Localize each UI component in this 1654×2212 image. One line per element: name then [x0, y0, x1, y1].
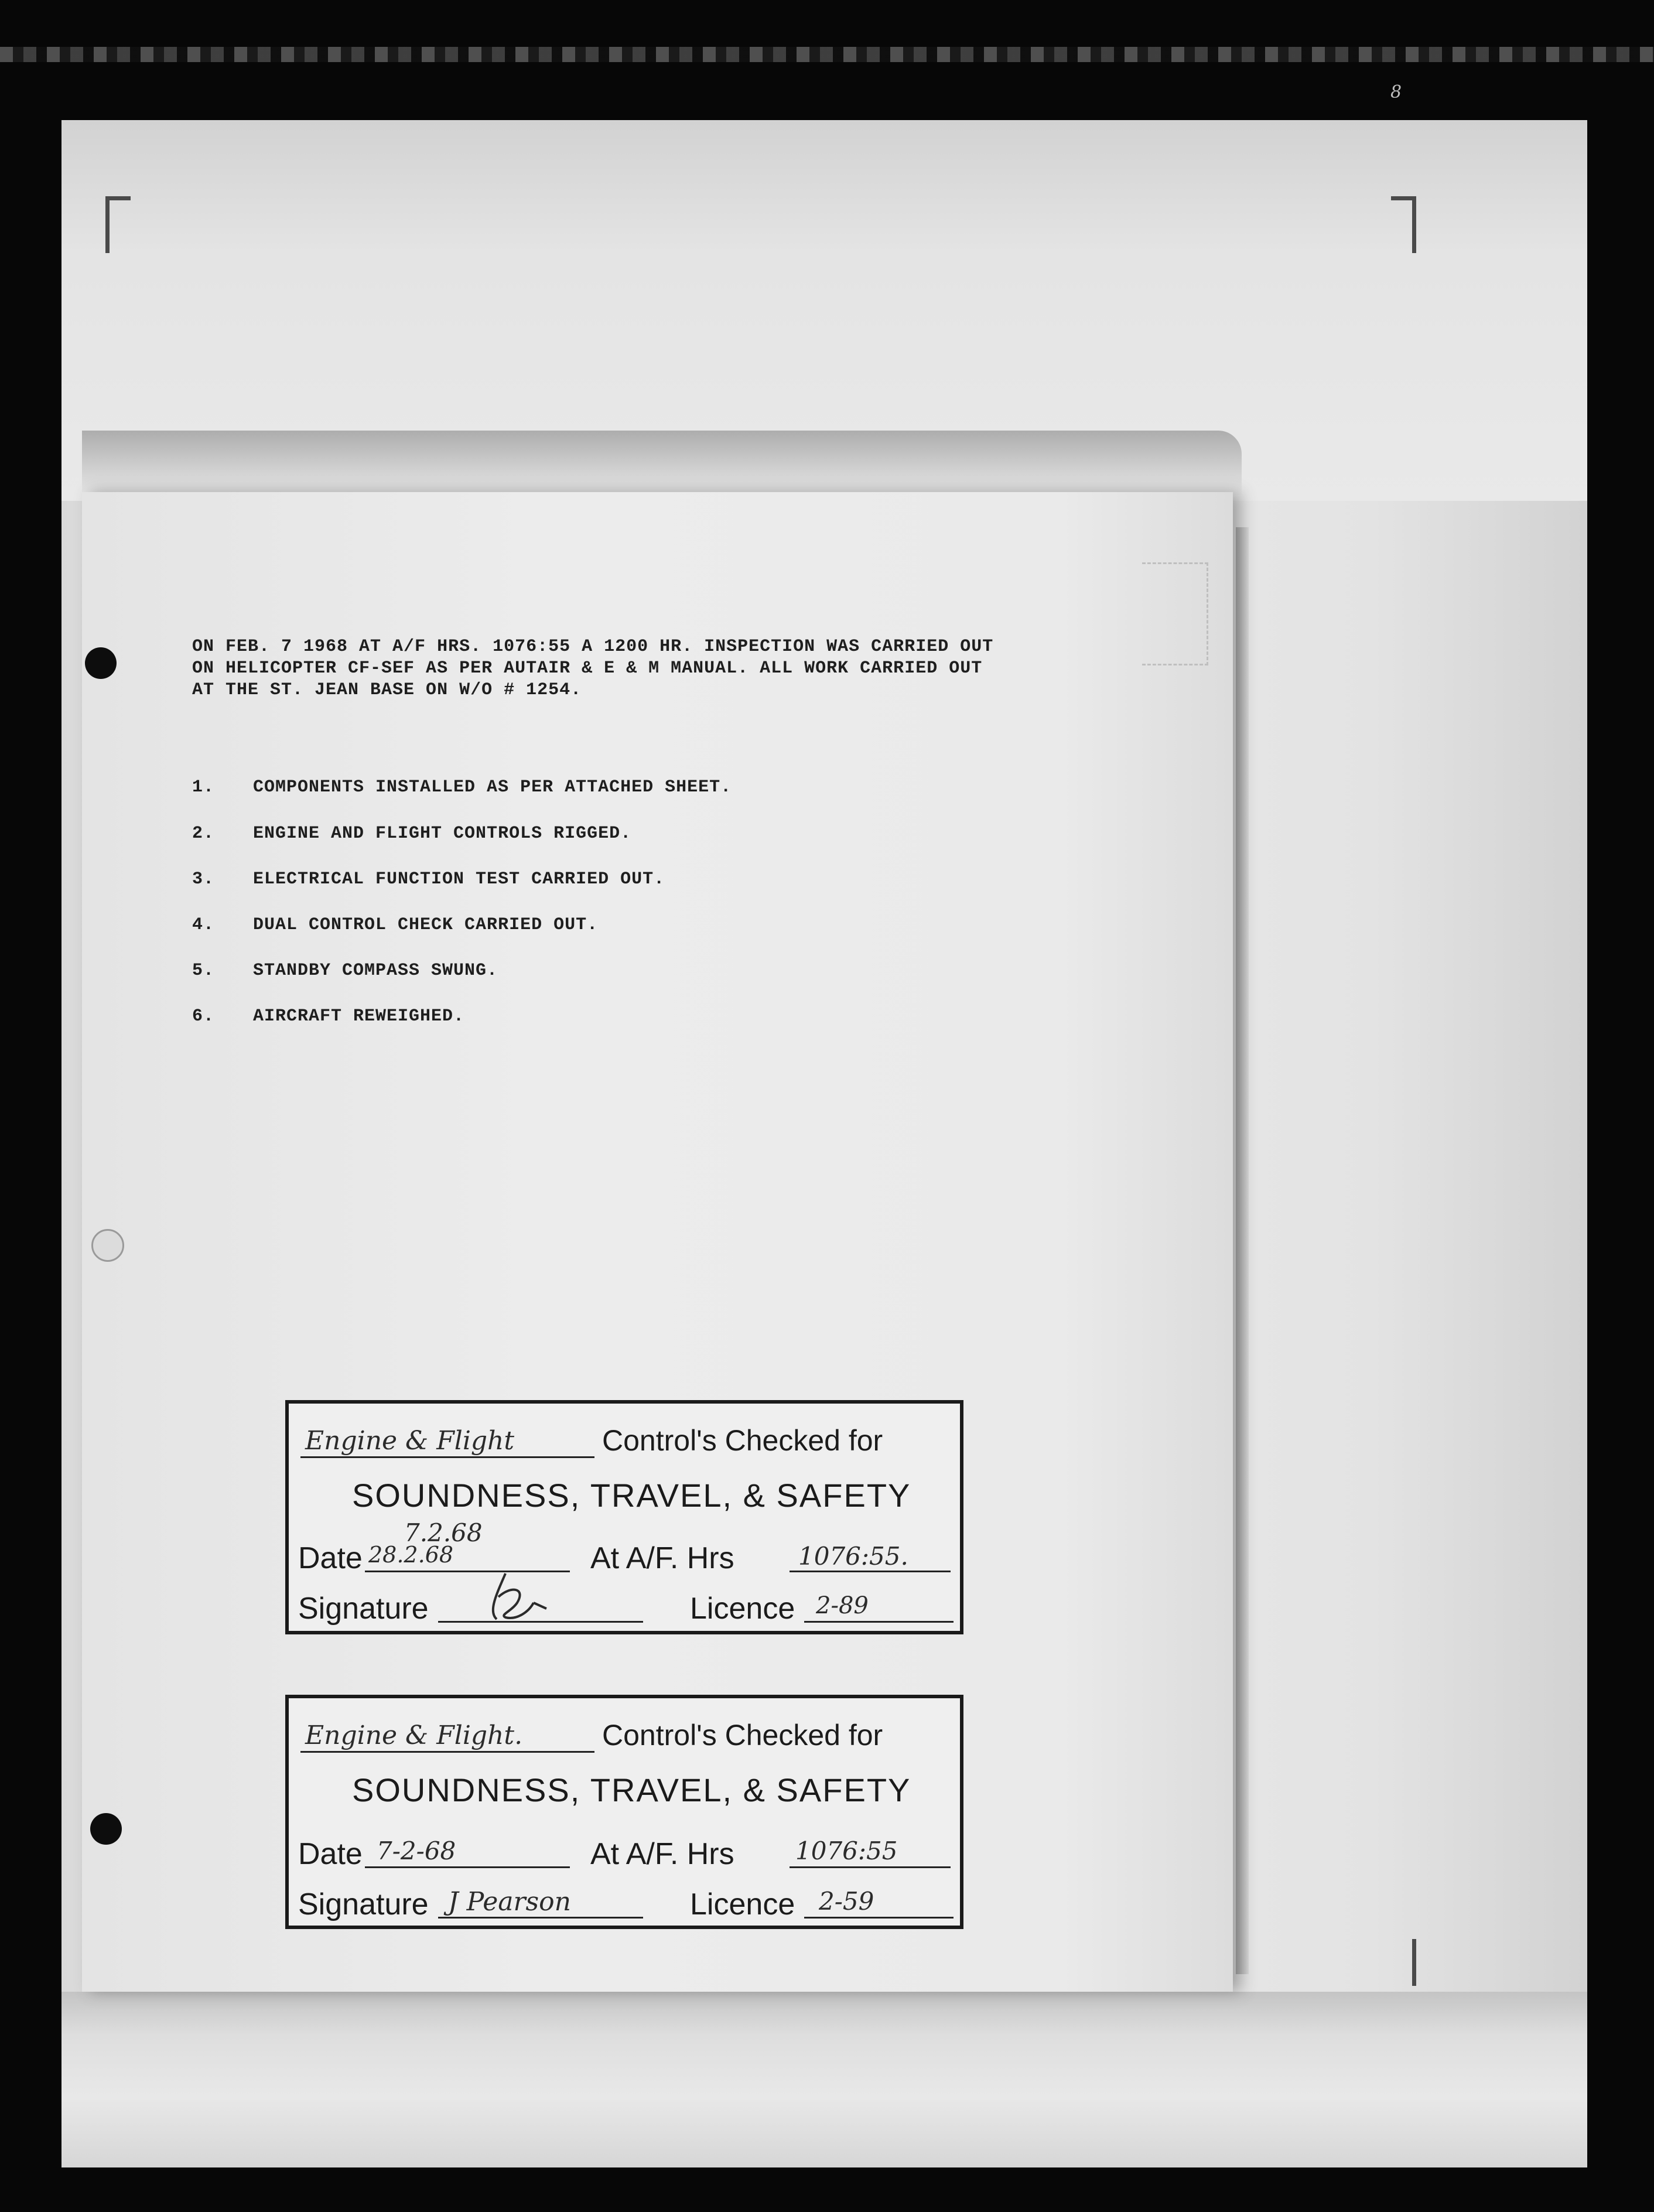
stamp-subheading: SOUNDNESS, TRAVEL, & SAFETY [352, 1477, 911, 1514]
page-edge-shadow [1236, 527, 1249, 1974]
handwritten-subject: Engine & Flight [305, 1426, 515, 1456]
date-value: 7-2-68 [377, 1836, 456, 1865]
licence-value: 2-89 [816, 1592, 869, 1619]
stamp-heading: Control's Checked for [602, 1424, 883, 1457]
punch-hole [85, 647, 117, 679]
hours-line [790, 1866, 951, 1868]
item-number: 3. [192, 869, 215, 889]
corner-mark-bottom-right [1391, 1939, 1416, 1986]
item-text: COMPONENTS INSTALLED AS PER ATTACHED SHEET. [253, 777, 732, 797]
handwritten-subject: Engine & Flight. [305, 1721, 523, 1750]
work-item [192, 915, 598, 935]
subject-line [300, 1456, 594, 1458]
item-number: 2. [192, 824, 215, 844]
controls-check-stamp [285, 1400, 963, 1634]
hours-line [790, 1571, 951, 1572]
licence-value: 2-59 [819, 1887, 874, 1916]
work-item [192, 777, 732, 797]
work-item [192, 869, 665, 889]
page-fold-shadow [82, 431, 1242, 495]
inspection-intro [192, 636, 993, 701]
date-label: Date [298, 1541, 363, 1575]
signature-label: Signature [298, 1592, 429, 1626]
subject-line [300, 1751, 594, 1753]
hours-value: 1076:55. [798, 1542, 908, 1571]
punch-hole [91, 1229, 124, 1262]
date-correction: 7.2.68 [404, 1518, 483, 1547]
stamp-heading: Control's Checked for [602, 1719, 883, 1752]
signature-label: Signature [298, 1887, 429, 1921]
intro-line: ON FEB. 7 1968 AT A/F HRS. 1076:55 A 1200 HR. INSPECTION WAS CARRIED OUT [192, 637, 994, 657]
frame-number: 8 [1390, 82, 1402, 103]
controls-check-stamp [285, 1695, 963, 1929]
item-text: DUAL CONTROL CHECK CARRIED OUT. [253, 915, 599, 935]
licence-label: Licence [690, 1887, 795, 1921]
stamp-subheading: SOUNDNESS, TRAVEL, & SAFETY [352, 1771, 911, 1808]
item-number: 5. [192, 961, 215, 981]
work-item [192, 961, 498, 981]
signature-scrawl [464, 1562, 658, 1629]
item-number: 6. [192, 1006, 215, 1026]
intro-line: ON HELICOPTER CF-SEF AS PER AUTAIR & E & M MANUAL. ALL WORK CARRIED OUT [192, 658, 983, 678]
licence-label: Licence [690, 1592, 795, 1626]
item-text: AIRCRAFT REWEIGHED. [253, 1006, 465, 1026]
intro-line: AT THE ST. JEAN BASE ON W/O # 1254. [192, 680, 582, 700]
item-number: 4. [192, 915, 215, 935]
corner-mark-top-left [105, 196, 131, 253]
date-value: 28.2.68 [368, 1542, 454, 1568]
film-edge [0, 47, 1654, 62]
item-text: ENGINE AND FLIGHT CONTROLS RIGGED. [253, 824, 632, 844]
licence-line [804, 1621, 954, 1623]
hours-label: At A/F. Hrs [590, 1837, 734, 1871]
sheet-bottom-shadow [61, 1992, 1587, 2167]
punch-hole [90, 1813, 122, 1845]
hours-label: At A/F. Hrs [590, 1541, 734, 1575]
item-number: 1. [192, 777, 215, 797]
corner-mark-top-right [1391, 196, 1416, 253]
work-item [192, 824, 631, 844]
hours-value: 1076:55 [795, 1836, 898, 1865]
date-line [365, 1866, 570, 1868]
signature-value: J Pearson [448, 1887, 571, 1917]
work-item [192, 1006, 464, 1026]
stamp-residue [1142, 562, 1208, 665]
signature-line [438, 1917, 643, 1919]
item-text: ELECTRICAL FUNCTION TEST CARRIED OUT. [253, 869, 665, 889]
signature-line [438, 1621, 643, 1623]
item-text: STANDBY COMPASS SWUNG. [253, 961, 498, 981]
date-label: Date [298, 1837, 363, 1871]
licence-line [804, 1917, 954, 1919]
